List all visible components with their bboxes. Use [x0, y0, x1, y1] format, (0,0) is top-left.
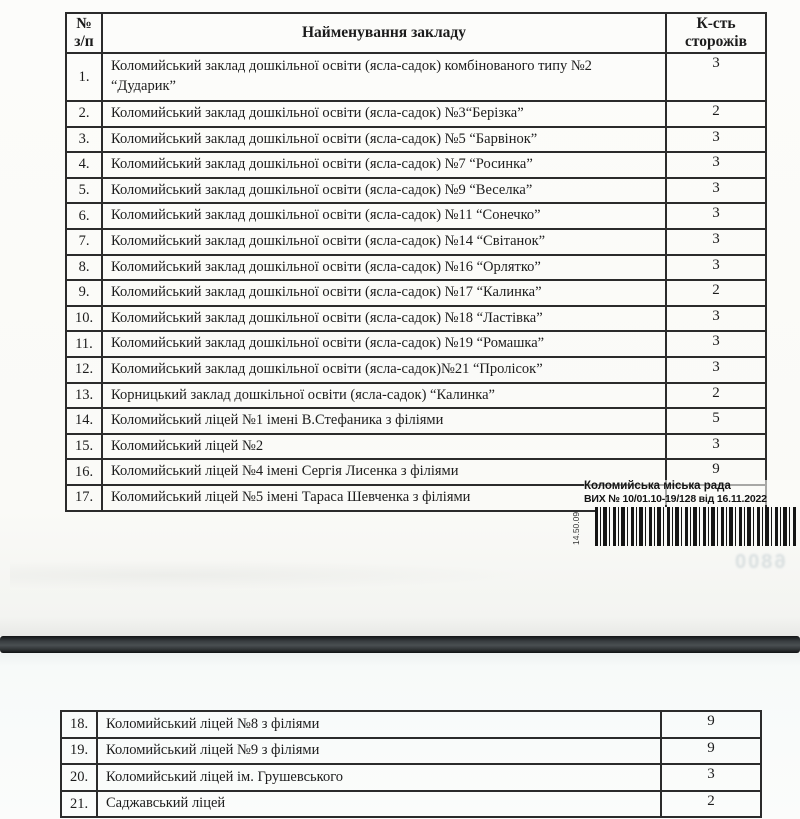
row-number-cell: 20.	[61, 764, 97, 791]
guards-count-cell: 3	[666, 331, 766, 357]
institution-name-cell: Коломийський заклад дошкільної освіти (ясла-садок) комбінованого типу №2 “Дударик”	[102, 53, 666, 101]
guards-count-cell: 9	[661, 738, 761, 765]
row-number-cell: 15.	[66, 434, 102, 460]
row-number-cell: 9.	[66, 280, 102, 306]
table-row	[66, 127, 766, 153]
guards-count-cell: 3	[666, 255, 766, 281]
table-row	[66, 203, 766, 229]
institution-name-cell: Коломийський ліцей №4 імені Сергія Лисенка з філіями	[102, 459, 666, 485]
institution-name-cell: Коломийський ліцей №5 імені Тараса Шевченка з філіями	[102, 485, 666, 511]
bleed-through-digits: 6800	[733, 551, 786, 573]
page-separator	[0, 636, 800, 653]
table-row	[66, 434, 766, 460]
guards-count-cell: 3	[666, 127, 766, 153]
table-row	[66, 280, 766, 306]
barcode-time-label	[571, 533, 609, 545]
table-row	[61, 738, 761, 765]
institution-name-cell: Коломийський заклад дошкільної освіти (ясла-садок) №9 “Веселка”	[102, 178, 666, 204]
registration-stamp	[584, 480, 800, 505]
barcode	[595, 507, 796, 546]
table-row	[66, 178, 766, 204]
row-number-cell: 17.	[66, 485, 102, 511]
table-row	[66, 408, 766, 434]
row-number-cell: 11.	[66, 331, 102, 357]
guards-count-cell: 2	[666, 383, 766, 409]
table-row	[66, 101, 766, 127]
row-number-cell: 10.	[66, 306, 102, 332]
institution-name-cell: Коломийський ліцей №8 з філіями	[97, 711, 661, 738]
stamp-org-name: Коломийська міська рада	[584, 480, 731, 492]
row-number-cell: 18.	[61, 711, 97, 738]
table-row	[61, 764, 761, 791]
table-row	[66, 331, 766, 357]
row-number-cell: 2.	[66, 101, 102, 127]
institution-name-cell: Коломийський заклад дошкільної освіти (ясла-садок) №19 “Ромашка”	[102, 331, 666, 357]
institution-name-cell: Коломийський заклад дошкільної освіти (ясла-садок) №5 “Барвінок”	[102, 127, 666, 153]
guards-count-cell: 2	[661, 791, 761, 818]
table-row	[66, 152, 766, 178]
guards-count-cell: 9	[666, 459, 766, 485]
institution-name-cell: Коломийський заклад дошкільної освіти (ясла-садок) №11 “Сонечко”	[102, 203, 666, 229]
row-number-cell: 21.	[61, 791, 97, 818]
guards-count-cell: 3	[666, 306, 766, 332]
table-row	[66, 53, 766, 101]
institution-name-cell: Коломийський заклад дошкільної освіти (ясла-садок) №18 “Ластівка”	[102, 306, 666, 332]
table-row	[66, 383, 766, 409]
row-number-cell: 19.	[61, 738, 97, 765]
table-row	[66, 229, 766, 255]
row-number-cell: 12.	[66, 357, 102, 383]
institution-name-cell: Коломийський заклад дошкільної освіти (ясла-садок) №14 “Світанок”	[102, 229, 666, 255]
institution-name-cell: Саджавський ліцей	[97, 791, 661, 818]
table-row	[61, 791, 761, 818]
row-number-cell: 6.	[66, 203, 102, 229]
header-guards-count-line2: сторожів	[685, 33, 747, 50]
header-institution-name: Найменування закладу	[102, 13, 666, 53]
header-number-line2: з/п	[74, 33, 94, 50]
row-number-cell: 14.	[66, 408, 102, 434]
guards-count-cell: 3	[666, 53, 766, 101]
guards-count-cell: 9	[661, 711, 761, 738]
row-number-cell: 16.	[66, 459, 102, 485]
table-row	[61, 711, 761, 738]
institution-name-cell: Коломийський ліцей №2	[102, 434, 666, 460]
header-number-line1: №	[76, 15, 92, 33]
scan-smudge	[10, 560, 530, 590]
table-row	[66, 306, 766, 332]
guards-count-cell: 3	[666, 178, 766, 204]
table-row	[66, 255, 766, 281]
guards-count-cell: 3	[666, 357, 766, 383]
guards-count-cell: 5	[666, 408, 766, 434]
table-row	[66, 357, 766, 383]
guards-count-cell: 2	[666, 280, 766, 306]
header-number	[66, 13, 102, 53]
row-number-cell: 13.	[66, 383, 102, 409]
guards-table-continuation	[60, 710, 762, 818]
guards-count-cell: 3	[666, 152, 766, 178]
institution-name-cell: Корницький заклад дошкільної освіти (ясла-садок) “Калинка”	[102, 383, 666, 409]
institution-name-cell: Коломийський ліцей №1 імені В.Стефаника з філіями	[102, 408, 666, 434]
guards-count-cell: 3	[666, 434, 766, 460]
guards-table-main	[65, 12, 767, 512]
institution-name-cell: Коломийський ліцей №9 з філіями	[97, 738, 661, 765]
guards-count-cell: 2	[666, 101, 766, 127]
row-number-cell: 3.	[66, 127, 102, 153]
institution-name-cell: Коломийський ліцей ім. Грушевського	[97, 764, 661, 791]
header-row	[66, 13, 766, 53]
header-guards-count-line1: К-сть	[696, 15, 736, 33]
guards-count-cell: 3	[666, 203, 766, 229]
institution-name-cell: Коломийський заклад дошкільної освіти (ясла-садок)№21 “Пролісок”	[102, 357, 666, 383]
row-number-cell: 4.	[66, 152, 102, 178]
stamp-reg-number: ВИХ № 10/01.10-19/128 від 16.11.2022	[584, 492, 767, 505]
row-number-cell: 1.	[66, 53, 102, 101]
row-number-cell: 8.	[66, 255, 102, 281]
header-guards-count	[666, 13, 766, 53]
row-number-cell: 5.	[66, 178, 102, 204]
guards-count-cell: 3	[666, 229, 766, 255]
institution-name-cell: Коломийський заклад дошкільної освіти (ясла-садок) №17 “Калинка”	[102, 280, 666, 306]
institution-name-cell: Коломийський заклад дошкільної освіти (ясла-садок) №7 “Росинка”	[102, 152, 666, 178]
institution-name-cell: Коломийський заклад дошкільної освіти (ясла-садок) №16 “Орлятко”	[102, 255, 666, 281]
row-number-cell: 7.	[66, 229, 102, 255]
institution-name-cell: Коломийський заклад дошкільної освіти (ясла-садок) №3“Берізка”	[102, 101, 666, 127]
guards-count-cell: 3	[661, 764, 761, 791]
